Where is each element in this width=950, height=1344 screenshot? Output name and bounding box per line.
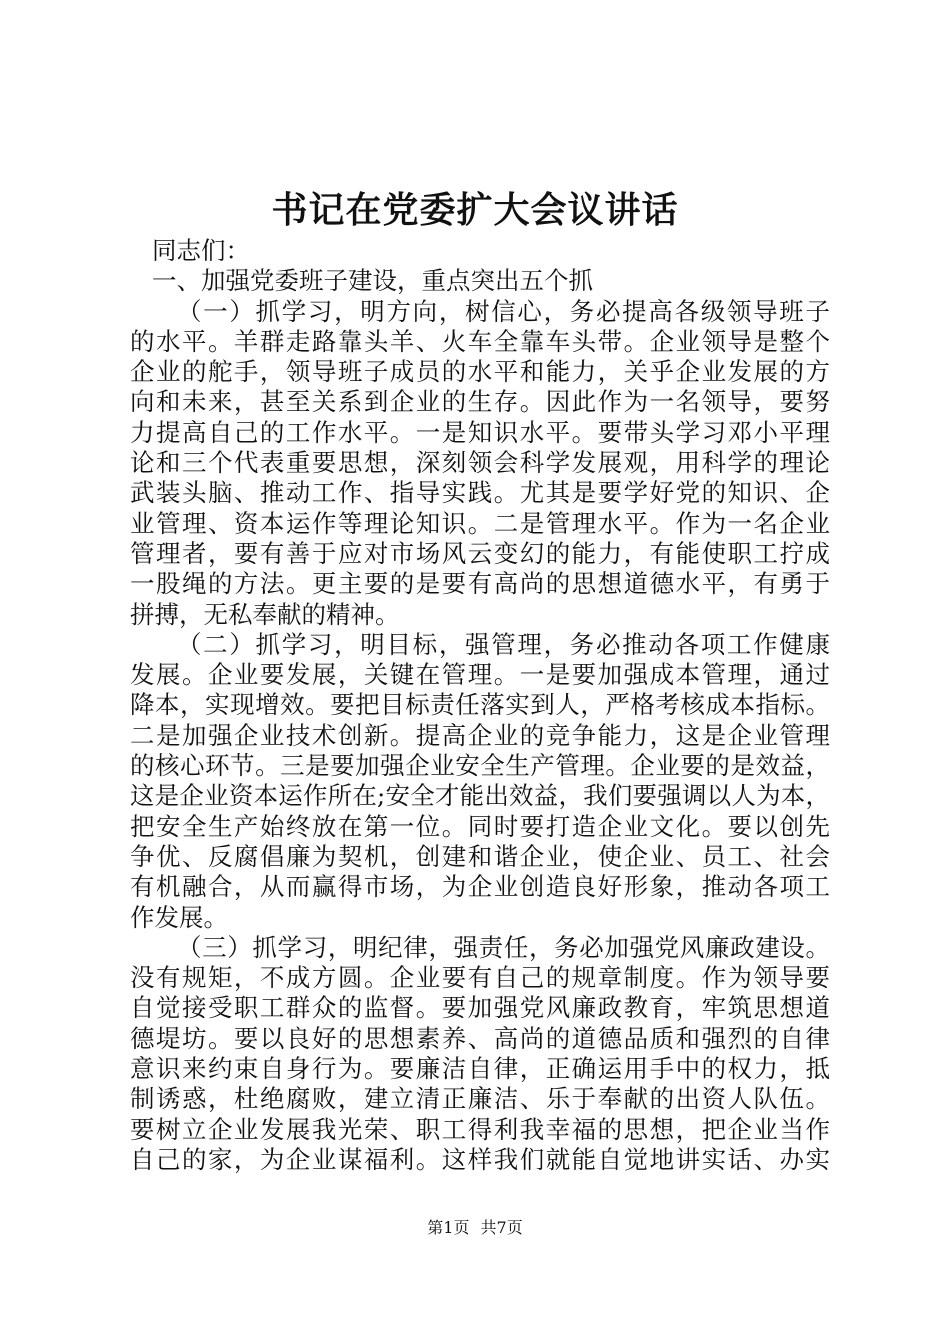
text-line: 把安全生产始终放在第一位。同时要打造企业文化。要以创先 bbox=[130, 811, 830, 841]
page-total: 共7页 bbox=[480, 1218, 523, 1237]
page-footer bbox=[0, 1217, 950, 1239]
text-line: 论和三个代表重要思想，深刻领会科学发展观，用科学的理论 bbox=[130, 448, 830, 478]
text-line: 这是企业资本运作所在;安全才能出效益，我们要强调以人为本， bbox=[130, 781, 830, 811]
text-line: 的核心环节。三是要加强企业安全生产管理。企业要的是效益， bbox=[130, 751, 830, 781]
text-line: 德堤坊。要以良好的思想素养、高尚的道德品质和强烈的自律 bbox=[130, 1023, 830, 1053]
text-line: 争优、反腐倡廉为契机，创建和谐企业，使企业、员工、社会 bbox=[130, 841, 830, 871]
text-line: 武装头脑、推动工作、指导实践。尤其是要学好党的知识、企 bbox=[130, 478, 830, 508]
text-line: 管理者，要有善于应对市场风云变幻的能力，有能使职工拧成 bbox=[130, 538, 830, 568]
text-line: 有机融合，从而赢得市场，为企业创造良好形象，推动各项工 bbox=[130, 872, 830, 902]
text-line: （三）抓学习，明纪律，强责任，务必加强党风廉政建设。 bbox=[177, 932, 830, 962]
text-line: 发展。企业要发展，关键在管理。一是要加强成本管理，通过 bbox=[130, 660, 830, 690]
text-line: 没有规矩，不成方圆。企业要有自己的规章制度。作为领导要 bbox=[130, 963, 830, 993]
text-line: 力提高自己的工作水平。一是知识水平。要带头学习邓小平理 bbox=[130, 417, 830, 447]
text-line: 意识来约束自身行为。要廉洁自律，正确运用手中的权力，抵 bbox=[130, 1054, 830, 1084]
page-number: 第1页 bbox=[427, 1218, 470, 1237]
text-line: （一）抓学习，明方向，树信心，务必提高各级领导班子 bbox=[177, 296, 830, 326]
text-line: 企业的舵手，领导班子成员的水平和能力，关乎企业发展的方 bbox=[130, 357, 830, 387]
text-line: 拼搏，无私奉献的精神。 bbox=[130, 599, 400, 629]
text-line: 的水平。羊群走路靠头羊、火车全靠车头带。企业领导是整个 bbox=[130, 326, 830, 356]
text-line: 自己的家，为企业谋福利。这样我们就能自觉地讲实话、办实 bbox=[130, 1144, 830, 1174]
text-line: 一、加强党委班子建设，重点突出五个抓 bbox=[152, 266, 593, 296]
text-line: 降本，实现增效。要把目标责任落实到人，严格考核成本指标。 bbox=[130, 690, 830, 720]
text-line: 制诱惑，杜绝腐败，建立清正廉洁、乐于奉献的出资人队伍。 bbox=[130, 1084, 830, 1114]
text-line: 向和未来，甚至关系到企业的生存。因此作为一名领导，要努 bbox=[130, 387, 830, 417]
document-title: 书记在党委扩大会议讲话 bbox=[271, 189, 679, 231]
text-line: 二是加强企业技术创新。提高企业的竞争能力，这是企业管理 bbox=[130, 720, 830, 750]
text-line: （二）抓学习，明目标，强管理，务必推动各项工作健康 bbox=[177, 629, 830, 659]
document-body bbox=[130, 236, 830, 1175]
text-line: 一股绳的方法。更主要的是要有高尚的思想道德水平，有勇于 bbox=[130, 569, 830, 599]
text-line: 要树立企业发展我光荣、职工得利我幸福的思想，把企业当作 bbox=[130, 1114, 830, 1144]
text-line: 同志们： bbox=[152, 236, 250, 265]
text-line: 业管理、资本运作等理论知识。二是管理水平。作为一名企业 bbox=[130, 508, 830, 538]
text-line: 作发展。 bbox=[130, 902, 228, 932]
text-line: 自觉接受职工群众的监督。要加强党风廉政教育，牢筑思想道 bbox=[130, 993, 830, 1023]
